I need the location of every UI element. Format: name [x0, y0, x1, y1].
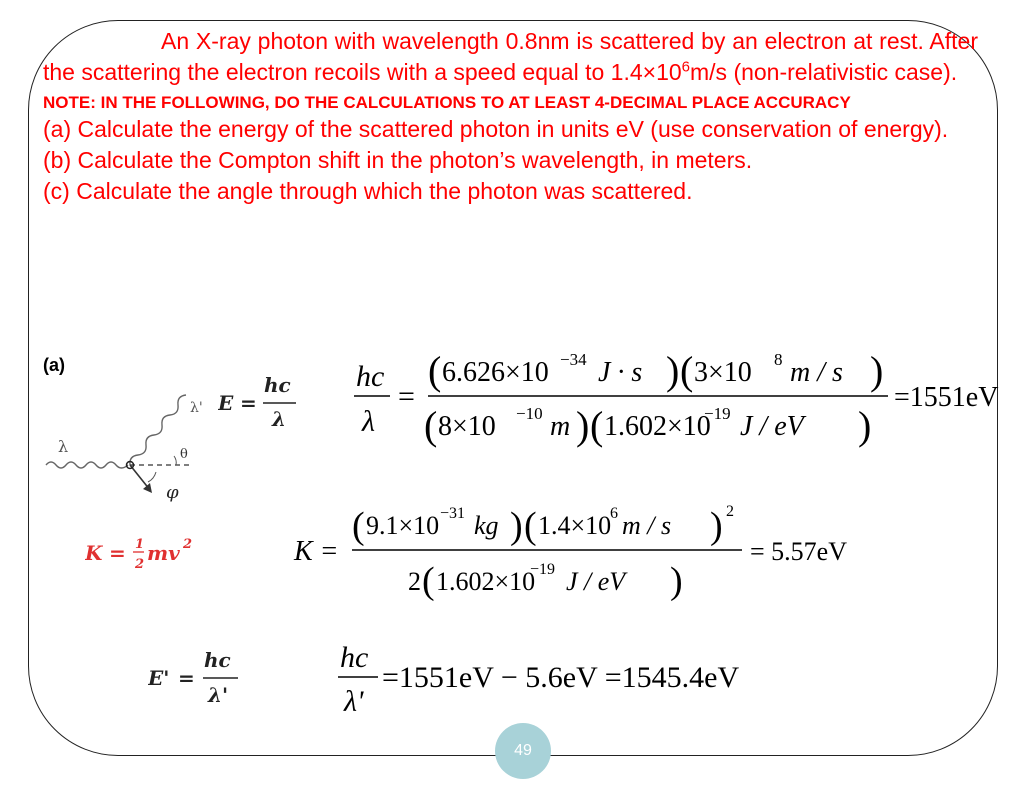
svg-text:=1551eV − 5.6eV =1545.4eV: =1551eV − 5.6eV =1545.4eV: [382, 661, 740, 694]
svg-text:J / eV: J / eV: [740, 411, 804, 442]
svg-text:= 5.57eV: = 5.57eV: [750, 537, 847, 566]
svg-text:2: 2: [135, 557, 145, 572]
svg-text:−34: −34: [560, 350, 587, 369]
equation-photon-energy: [350, 343, 1015, 453]
svg-text:λ': λ': [208, 683, 229, 707]
svg-text:1.4×10: 1.4×10: [538, 511, 612, 540]
theta-arc: [174, 456, 176, 465]
equation-kinetic-energy: [290, 498, 890, 604]
svg-text:−31: −31: [440, 505, 466, 522]
incident-photon-wave: [46, 462, 128, 468]
svg-text:kg: kg: [474, 511, 499, 540]
svg-text:=: =: [240, 391, 257, 415]
svg-text:(: (: [352, 505, 365, 547]
phi-label: φ: [166, 482, 179, 503]
scattered-energy-formula: [148, 645, 244, 714]
svg-text:1.602×10: 1.602×10: [436, 567, 536, 596]
svg-text:): ): [670, 560, 683, 602]
compton-diagram: [40, 390, 210, 510]
svg-text:E: E: [218, 391, 234, 415]
question-b: (b) Calculate the Compton shift in the photon’s wavelength, in meters.: [43, 147, 753, 173]
svg-text:1.602×10: 1.602×10: [604, 411, 711, 442]
svg-text:): ): [870, 348, 884, 393]
svg-text:(: (: [422, 560, 435, 602]
svg-text:=: =: [109, 541, 126, 565]
svg-text:m / s: m / s: [790, 357, 843, 388]
svg-text:(: (: [424, 403, 438, 448]
svg-text:6: 6: [610, 505, 618, 522]
svg-text:λ: λ: [272, 407, 287, 431]
svg-text:mv: mv: [147, 541, 180, 565]
svg-text:(: (: [524, 505, 537, 547]
svg-text:J · s: J · s: [598, 357, 643, 388]
question-a: (a) Calculate the energy of the scattered photon in units eV (use conservation of energy).: [43, 116, 949, 142]
svg-text:6.626×10: 6.626×10: [442, 357, 549, 388]
problem-statement: [43, 26, 978, 207]
svg-text:hc: hc: [340, 641, 369, 674]
recoil-arrowhead: [143, 483, 152, 493]
svg-text:m: m: [550, 411, 571, 442]
svg-text:): ): [666, 348, 680, 393]
equation-scattered-energy: [336, 635, 816, 725]
svg-text:2: 2: [408, 567, 421, 596]
svg-text:(: (: [428, 348, 442, 393]
svg-text:K =: K =: [294, 536, 339, 567]
svg-text:E': E': [148, 666, 170, 690]
svg-text:−19: −19: [704, 404, 731, 423]
svg-text:λ: λ: [362, 405, 375, 438]
svg-text:3×10: 3×10: [694, 357, 752, 388]
svg-text:(: (: [680, 348, 694, 393]
scattered-photon-wave: [130, 395, 186, 465]
svg-text:1: 1: [135, 537, 145, 552]
svg-text:−19: −19: [530, 561, 556, 578]
svg-text:8×10: 8×10: [438, 411, 496, 442]
svg-text:hc: hc: [204, 648, 231, 672]
lambda-out-label: λ': [190, 400, 203, 416]
problem-intro: An X-ray photon with wavelength 0.8nm is scattered by an electron at rest. After the scattering the electron recoils with a speed equal to $1.4\times 10^6m/s$ (non-relativistic case).: [43, 28, 978, 85]
svg-text:K: K: [85, 541, 103, 565]
energy-formula: [218, 372, 308, 439]
page-number-badge: 49: [495, 723, 551, 779]
svg-text:2: 2: [183, 537, 193, 552]
svg-text:m / s: m / s: [622, 511, 672, 540]
svg-text:): ): [858, 403, 872, 448]
svg-text:): ): [510, 505, 523, 547]
svg-text:J / eV: J / eV: [566, 567, 626, 596]
accuracy-note: NOTE: IN THE FOLLOWING, DO THE CALCULATIONS TO AT LEAST 4-DECIMAL PLACE ACCURACY: [43, 93, 851, 112]
svg-text:=: =: [398, 380, 415, 413]
svg-text:2: 2: [726, 503, 734, 520]
svg-text:8: 8: [774, 350, 783, 369]
svg-text:): ): [576, 403, 590, 448]
svg-text:−10: −10: [516, 404, 543, 423]
svg-text:hc: hc: [356, 360, 385, 393]
svg-text:9.1×10: 9.1×10: [366, 511, 440, 540]
svg-text:): ): [710, 505, 723, 547]
svg-text:hc: hc: [264, 373, 291, 397]
question-c: (c) Calculate the angle through which the photon was scattered.: [43, 178, 693, 204]
theta-label: θ: [180, 447, 188, 462]
lambda-in-label: λ: [58, 437, 69, 456]
svg-text:(: (: [590, 403, 604, 448]
phi-arc: [148, 472, 156, 482]
svg-text:=: =: [178, 666, 195, 690]
solution-label: (a): [43, 355, 65, 375]
kinetic-energy-formula: [85, 530, 205, 585]
svg-text:=1551eV: =1551eV: [894, 382, 999, 413]
svg-text:λ': λ': [344, 685, 364, 718]
